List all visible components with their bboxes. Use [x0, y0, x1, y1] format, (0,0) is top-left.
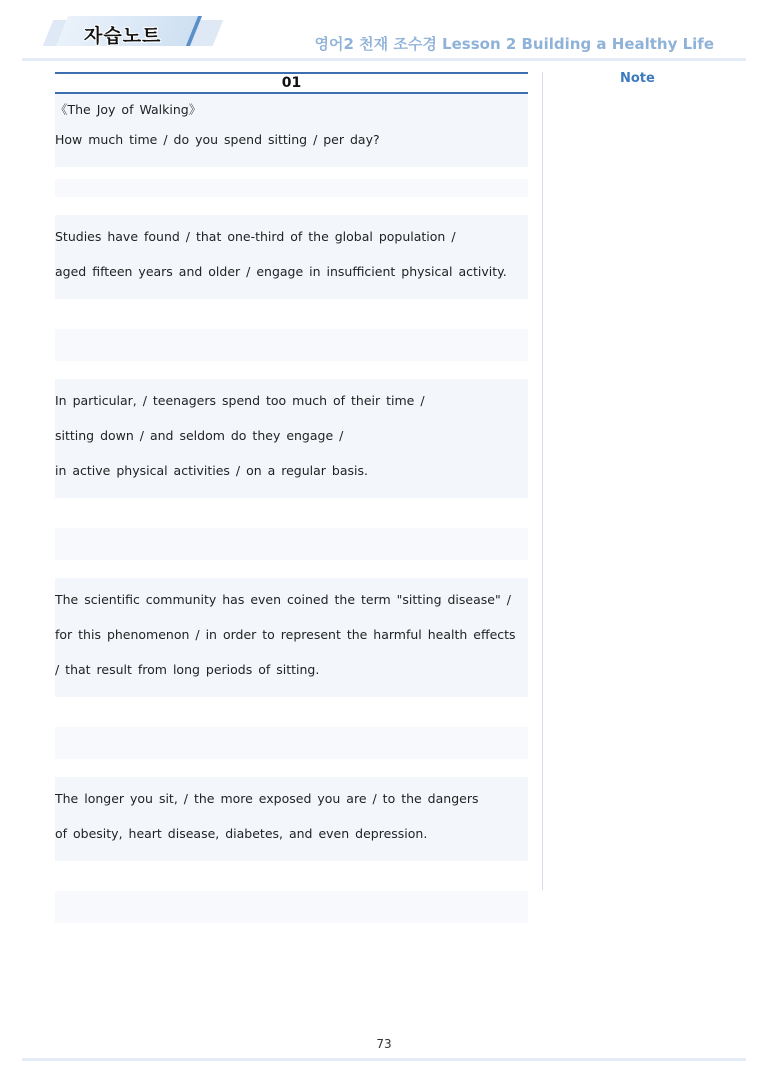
- translation-blank: [55, 329, 528, 361]
- sentence-block-4: [55, 578, 528, 697]
- column-divider: [542, 72, 543, 890]
- sentence-line: of obesity, heart disease, diabetes, and even depression.: [55, 826, 428, 841]
- sentence-block-5: [55, 777, 528, 861]
- badge-label: 자습노트: [84, 25, 162, 47]
- translation-blank: [55, 179, 528, 197]
- translation-blank: [55, 727, 528, 759]
- sentence-line: aged fifteen years and older / engage in insufficient physical activity.: [55, 264, 507, 279]
- sentence-line: 《The Joy of Walking》: [55, 102, 202, 117]
- section-number: 01: [55, 72, 528, 94]
- sentence-line: / that result from long periods of sitting.: [55, 662, 320, 677]
- sentence-line: In particular, / teenagers spend too much of their time /: [55, 393, 425, 408]
- sentence-line: in active physical activities / on a regular basis.: [55, 463, 368, 478]
- sentence-line: Studies have found / that one-third of the global population /: [55, 229, 456, 244]
- translation-blank: [55, 528, 528, 560]
- sentence-block-2: [55, 215, 528, 299]
- sentence-line: How much time / do you spend sitting / per day?: [55, 132, 380, 147]
- sentence-block-3: [55, 379, 528, 498]
- note-label: Note: [620, 71, 655, 86]
- study-note-badge: [40, 16, 222, 50]
- page-number: 73: [376, 1037, 392, 1051]
- sentence-block-1: [55, 94, 528, 167]
- sentence-line: The longer you sit, / the more exposed you are / to the dangers: [55, 791, 479, 806]
- header-divider: [22, 58, 746, 61]
- sentence-line: sitting down / and seldom do they engage /: [55, 428, 344, 443]
- footer-divider: [22, 1058, 746, 1061]
- header-title: 영어2 천재 조수경 Lesson 2 Building a Healthy Life: [314, 35, 714, 53]
- sentence-line: for this phenomenon / in order to represent the harmful health effects: [55, 627, 516, 642]
- page-header: [0, 0, 768, 62]
- sentence-line: The scientific community has even coined the term "sitting disease" /: [55, 592, 511, 607]
- main-content: [55, 72, 528, 941]
- translation-blank: [55, 891, 528, 923]
